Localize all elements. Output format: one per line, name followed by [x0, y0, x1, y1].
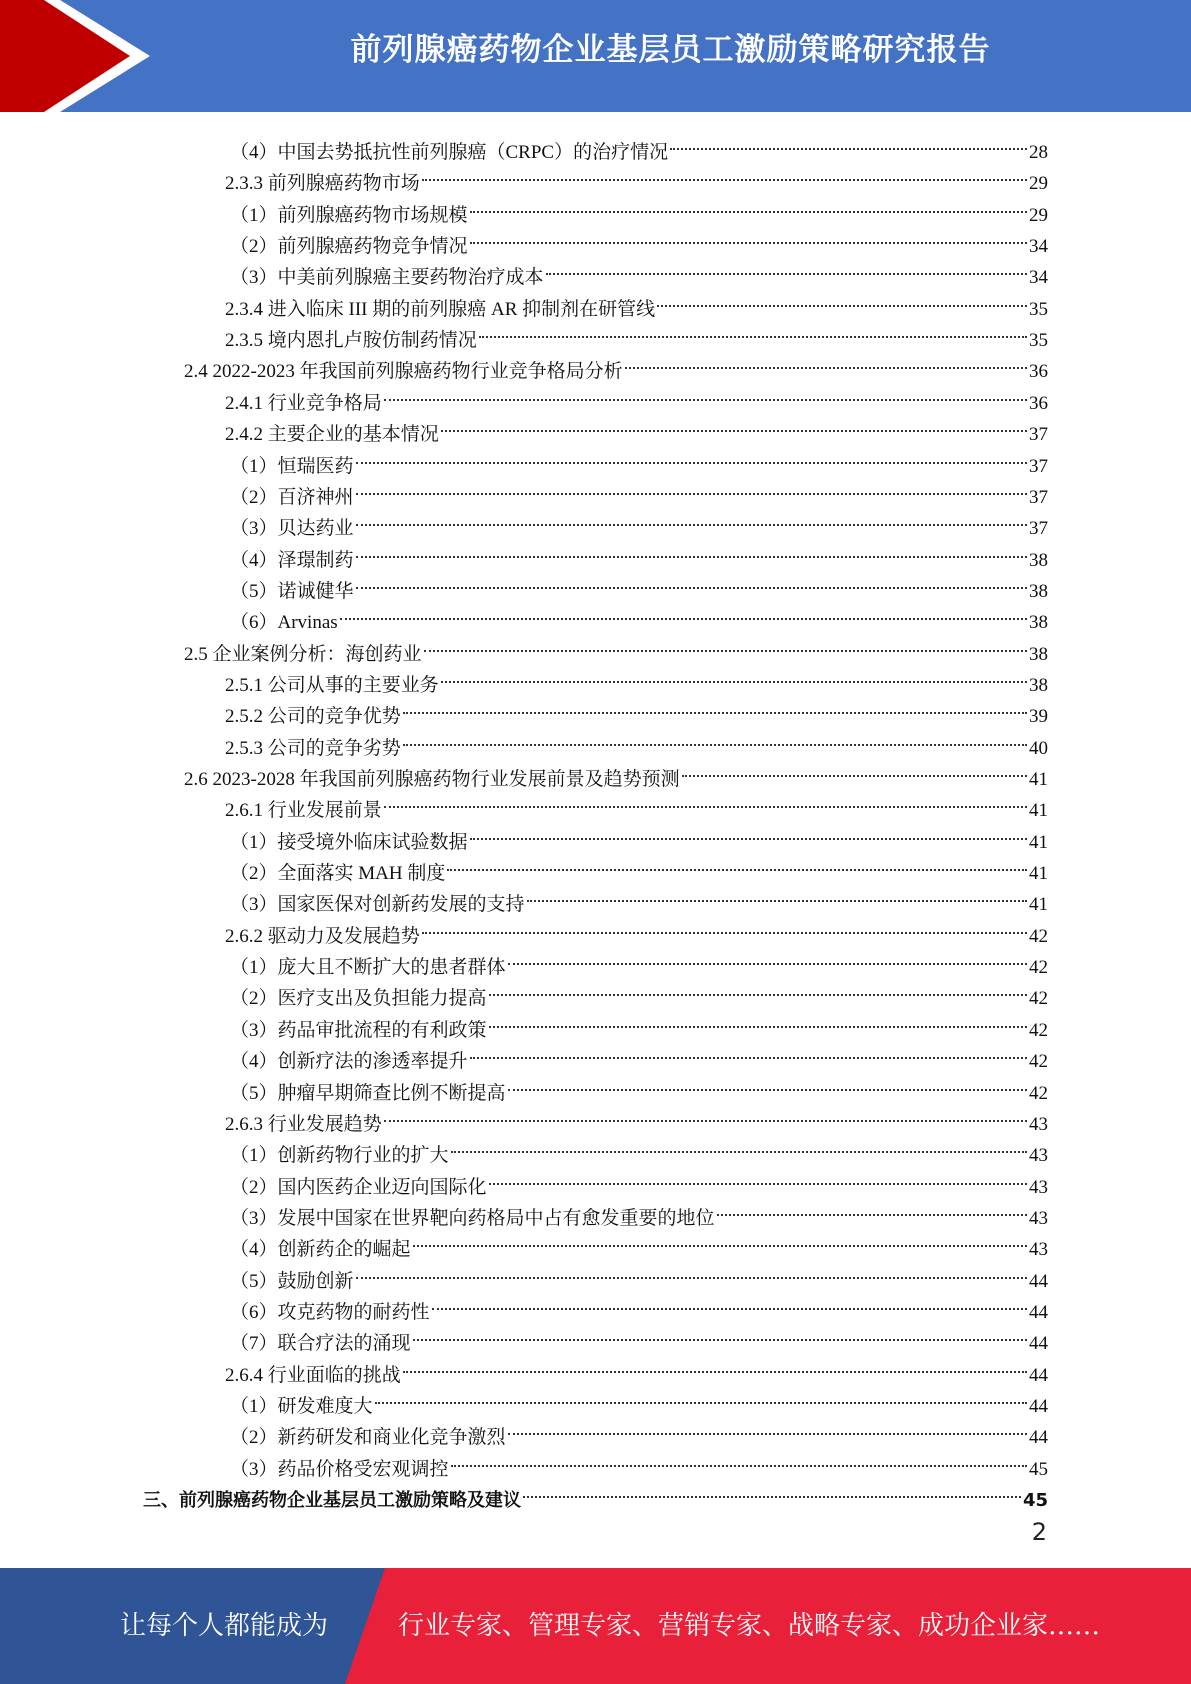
toc-dot-leader — [403, 691, 1027, 722]
toc-dot-leader — [508, 1412, 1027, 1443]
toc-entry-page: 40 — [1029, 737, 1048, 759]
toc-entry[interactable] — [230, 817, 1048, 853]
toc-entry-label: 2.4.1 行业竞争格局 — [225, 392, 382, 414]
toc-entry-label: 2.3.3 前列腺癌药物市场 — [225, 173, 420, 195]
toc-entry-label: （2）全面落实 MAH 制度 — [230, 863, 446, 885]
toc-dot-leader — [523, 1475, 1021, 1506]
toc-dot-leader — [356, 472, 1027, 503]
toc-entry-label: 三、前列腺癌药物企业基层员工激励策略及建议 — [143, 1490, 521, 1512]
toc-entry-page: 43 — [1029, 1176, 1048, 1198]
toc-entry-label: （6）攻克药物的耐药性 — [230, 1301, 430, 1323]
toc-entry-page: 36 — [1029, 392, 1048, 414]
toc-entry-label: 2.6.3 行业发展趋势 — [225, 1113, 382, 1135]
toc-dot-leader — [470, 221, 1027, 252]
toc-entry-label: 2.5 企业案例分析：海创药业 — [184, 643, 422, 665]
toc-entry-label: （5）诺诚健华 — [230, 580, 354, 602]
toc-entry-page: 39 — [1029, 706, 1048, 728]
toc-entry-page: 42 — [1029, 988, 1048, 1010]
toc-entry-page: 35 — [1029, 298, 1048, 320]
toc-entry-page: 45 — [1029, 1458, 1048, 1480]
toc-entry[interactable] — [225, 660, 1048, 696]
toc-dot-leader — [356, 441, 1027, 472]
toc-entry-label: （2）百济神州 — [230, 486, 354, 508]
toc-entry[interactable] — [230, 597, 1048, 634]
footer-banner — [0, 1568, 1191, 1684]
toc-entry[interactable] — [230, 566, 1048, 602]
toc-entry-label: （6）Arvinas — [230, 612, 338, 634]
toc-dot-leader — [470, 190, 1027, 221]
toc-dot-leader — [479, 315, 1027, 346]
toc-entry[interactable] — [230, 1193, 1048, 1229]
toc-entry-page: 43 — [1029, 1113, 1048, 1135]
toc-dot-leader — [403, 723, 1027, 754]
toc-entry[interactable] — [143, 1475, 1048, 1512]
toc-entry[interactable] — [230, 1005, 1048, 1041]
toc-entry[interactable] — [230, 1444, 1048, 1480]
toc-dot-leader — [422, 158, 1027, 189]
toc-entry-label: （5）肿瘤早期筛查比例不断提高 — [230, 1082, 506, 1104]
toc-entry-label: （1）庞大且不断扩大的患者群体 — [230, 957, 506, 979]
toc-entry-label: （1）研发难度大 — [230, 1396, 373, 1417]
toc-dot-leader — [441, 660, 1027, 691]
toc-entry-label: （1）恒瑞医药 — [230, 455, 354, 477]
toc-entry[interactable] — [230, 472, 1048, 508]
toc-entry-page: 44 — [1029, 1333, 1048, 1355]
toc-entry-label: （2）医疗支出及负担能力提高 — [230, 988, 487, 1010]
toc-dot-leader — [670, 127, 1027, 158]
toc-entry-label: （3）中美前列腺癌主要药物治疗成本 — [230, 267, 544, 289]
toc-entry-page: 38 — [1029, 612, 1048, 634]
toc-dot-leader — [489, 1162, 1027, 1193]
toc-entry-page: 37 — [1029, 518, 1048, 540]
toc-entry[interactable] — [225, 409, 1048, 446]
toc-dot-leader — [340, 597, 1027, 628]
toc-entry[interactable] — [225, 1350, 1048, 1386]
toc-entry[interactable] — [184, 346, 1048, 383]
toc-entry[interactable] — [225, 723, 1048, 759]
toc-dot-leader — [413, 1224, 1027, 1255]
toc-entry-label: 2.5.1 公司从事的主要业务 — [225, 674, 439, 696]
toc-entry-label: （5）鼓励创新 — [230, 1270, 354, 1292]
toc-entry-page: 38 — [1029, 643, 1048, 665]
header-banner — [0, 0, 1191, 112]
toc-entry-page: 41 — [1029, 769, 1048, 790]
toc-entry-page: 44 — [1029, 1427, 1048, 1449]
toc-entry[interactable] — [230, 942, 1048, 979]
toc-entry-page: 38 — [1029, 549, 1048, 571]
toc-entry[interactable] — [225, 691, 1048, 728]
toc-entry-label: （4）创新药企的崛起 — [230, 1239, 411, 1261]
toc-entry-label: （4）创新疗法的渗透率提升 — [230, 1051, 468, 1073]
toc-entry[interactable] — [225, 158, 1048, 195]
toc-dot-leader — [717, 1193, 1027, 1224]
toc-entry-label: （3）国家医保对创新药发展的支持 — [230, 894, 525, 916]
toc-entry-page: 37 — [1029, 455, 1048, 477]
toc-entry-label: （1）接受境外临床试验数据 — [230, 831, 468, 853]
toc-entry-page: 43 — [1029, 1207, 1048, 1229]
toc-dot-leader — [451, 1444, 1027, 1475]
toc-entry-label: 2.6.4 行业面临的挑战 — [225, 1364, 401, 1386]
toc-entry-page: 41 — [1029, 800, 1048, 822]
toc-entry[interactable] — [230, 190, 1048, 226]
toc-entry-label: （1）创新药物行业的扩大 — [230, 1145, 449, 1167]
toc-entry-page: 41 — [1029, 863, 1048, 885]
toc-entry-label: 2.3.4 进入临床 III 期的前列腺癌 AR 抑制剂在研管线 — [225, 298, 656, 320]
toc-entry[interactable] — [230, 1224, 1048, 1261]
toc-entry-page: 42 — [1029, 957, 1048, 979]
toc-dot-leader — [625, 346, 1027, 377]
toc-entry-page: 41 — [1029, 831, 1048, 853]
toc-entry[interactable] — [230, 1162, 1048, 1198]
toc-entry[interactable] — [230, 1287, 1048, 1323]
toc-dot-leader — [422, 911, 1027, 942]
toc-entry-page: 44 — [1029, 1396, 1048, 1417]
toc-dot-leader — [527, 879, 1027, 910]
toc-entry[interactable] — [230, 1068, 1048, 1104]
toc-entry-page: 38 — [1029, 674, 1048, 696]
toc-entry-page: 45 — [1022, 1490, 1048, 1512]
toc-entry[interactable] — [230, 973, 1048, 1010]
toc-entry[interactable] — [230, 848, 1048, 885]
toc-dot-leader — [375, 1381, 1027, 1412]
toc-entry-page: 37 — [1029, 424, 1048, 446]
toc-dot-leader — [470, 817, 1027, 848]
toc-dot-leader — [489, 973, 1027, 1004]
toc-dot-leader — [451, 1130, 1027, 1161]
toc-entry[interactable] — [230, 441, 1048, 477]
toc-entry[interactable] — [184, 754, 1048, 790]
toc-dot-leader — [546, 252, 1027, 283]
toc-entry-label: （2）前列腺癌药物竞争情况 — [230, 236, 468, 258]
toc-entry-page: 29 — [1029, 204, 1048, 226]
toc-entry-label: （4）中国去势抵抗性前列腺癌（CRPC）的治疗情况 — [230, 142, 669, 163]
toc-entry[interactable] — [230, 221, 1048, 258]
toc-dot-leader — [356, 1256, 1027, 1287]
toc-entry[interactable] — [230, 535, 1048, 571]
toc-dot-leader — [470, 1036, 1027, 1067]
toc-entry-label: 2.4.2 主要企业的基本情况 — [225, 424, 439, 446]
toc-entry-page: 42 — [1029, 1082, 1048, 1104]
toc-entry[interactable] — [230, 1381, 1048, 1417]
toc-entry-page: 35 — [1029, 330, 1048, 352]
toc-entry-label: 2.5.2 公司的竞争优势 — [225, 706, 401, 728]
toc-entry[interactable] — [230, 1130, 1048, 1167]
toc-entry[interactable] — [230, 503, 1048, 540]
toc-entry-page: 44 — [1029, 1364, 1048, 1386]
toc-entry[interactable] — [225, 315, 1048, 352]
toc-dot-leader — [657, 284, 1027, 315]
toc-dot-leader — [356, 535, 1027, 566]
toc-entry[interactable] — [225, 785, 1048, 822]
toc-entry-label: 2.6.2 驱动力及发展趋势 — [225, 925, 420, 947]
toc-entry-page: 42 — [1029, 1051, 1048, 1073]
toc-entry-label: （3）药品价格受宏观调控 — [230, 1458, 449, 1480]
toc-entry-page: 43 — [1029, 1145, 1048, 1167]
toc-entry[interactable] — [230, 1318, 1048, 1355]
toc-entry-page: 36 — [1029, 361, 1048, 383]
toc-entry-label: 2.6 2023-2028 年我国前列腺癌药物行业发展前景及趋势预测 — [184, 769, 680, 790]
toc-dot-leader — [508, 942, 1027, 973]
toc-dot-leader — [424, 629, 1027, 660]
footer-slogan-left: 让每个人都能成为 — [120, 1611, 329, 1641]
toc-entry[interactable] — [225, 284, 1048, 320]
toc-entry-page: 42 — [1029, 1019, 1048, 1041]
toc-dot-leader — [384, 1099, 1027, 1130]
toc-entry-page: 34 — [1029, 236, 1048, 258]
toc-entry[interactable] — [225, 911, 1048, 947]
toc-entry[interactable] — [225, 378, 1048, 414]
toc-entry-label: （1）前列腺癌药物市场规模 — [230, 204, 468, 226]
toc-dot-leader — [384, 785, 1027, 816]
toc-entry[interactable] — [225, 1099, 1048, 1135]
toc-entry-label: （2）新药研发和商业化竞争激烈 — [230, 1427, 506, 1449]
toc-dot-leader — [447, 848, 1027, 879]
toc-entry-page: 29 — [1029, 173, 1048, 195]
toc-entry-label: （2）国内医药企业迈向国际化 — [230, 1176, 487, 1198]
toc-entry-page: 28 — [1029, 142, 1048, 163]
toc-entry-page: 37 — [1029, 486, 1048, 508]
toc-entry-page: 38 — [1029, 580, 1048, 602]
toc-entry-label: （3）发展中国家在世界靶向药格局中占有愈发重要的地位 — [230, 1207, 715, 1229]
footer-slogan-right: 行业专家、管理专家、营销专家、战略专家、成功企业家…… — [398, 1611, 1101, 1641]
toc-entry-label: （3）药品审批流程的有利政策 — [230, 1019, 487, 1041]
toc-entry-label: （7）联合疗法的涌现 — [230, 1333, 411, 1355]
toc-dot-leader — [403, 1350, 1027, 1381]
toc-entry-page: 34 — [1029, 267, 1048, 289]
page-title: 前列腺癌药物企业基层员工激励策略研究报告 — [350, 32, 991, 68]
toc-dot-leader — [489, 1005, 1027, 1036]
toc-entry-page: 43 — [1029, 1239, 1048, 1261]
toc-entry[interactable] — [230, 879, 1048, 916]
toc-entry-label: （4）泽璟制药 — [230, 549, 354, 571]
toc-dot-leader — [356, 503, 1027, 534]
toc-entry[interactable] — [230, 1412, 1048, 1449]
toc-dot-leader — [413, 1318, 1027, 1349]
toc-entry-label: 2.5.3 公司的竞争劣势 — [225, 737, 401, 759]
toc-entry-page: 41 — [1029, 894, 1048, 916]
toc-dot-leader — [432, 1287, 1027, 1318]
toc-dot-leader — [508, 1068, 1027, 1099]
page-number: 2 — [1031, 1518, 1047, 1546]
toc-dot-leader — [384, 378, 1027, 409]
toc-entry-label: （3）贝达药业 — [230, 518, 354, 540]
toc-entry-page: 44 — [1029, 1301, 1048, 1323]
toc-entry-label: 2.6.1 行业发展前景 — [225, 800, 382, 822]
toc-dot-leader — [682, 754, 1027, 785]
toc-entry-page: 42 — [1029, 925, 1048, 947]
toc-entry-label: 2.3.5 境内恩扎卢胺仿制药情况 — [225, 330, 477, 352]
toc-entry[interactable] — [230, 127, 1048, 163]
toc-dot-leader — [441, 409, 1027, 440]
toc-entry[interactable] — [230, 252, 1048, 289]
toc-entry[interactable] — [230, 1256, 1048, 1292]
toc-entry-page: 44 — [1029, 1270, 1048, 1292]
toc-dot-leader — [356, 566, 1027, 597]
toc-entry-label: 2.4 2022-2023 年我国前列腺癌药物行业竞争格局分析 — [184, 361, 623, 383]
toc-entry[interactable] — [230, 1036, 1048, 1073]
toc-entry[interactable] — [184, 629, 1048, 665]
